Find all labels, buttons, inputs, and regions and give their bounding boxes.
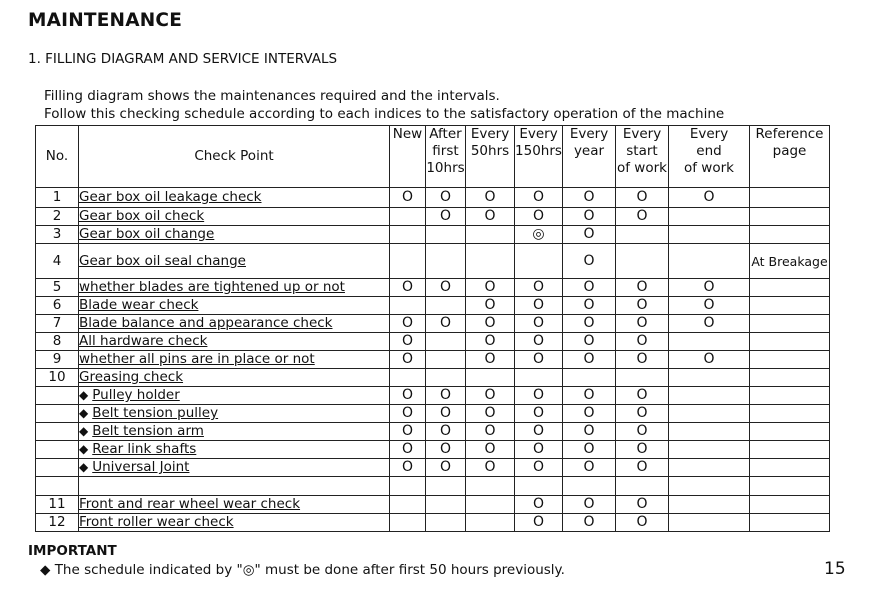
table-row (36, 514, 830, 532)
check-point-cell (79, 333, 390, 351)
check-point-cell (79, 297, 390, 315)
mark-every-50hrs: O (466, 188, 515, 208)
mark-every-year: O (563, 297, 616, 315)
maintenance-schedule-table (35, 125, 830, 532)
mark-every-year: O (563, 315, 616, 333)
mark-every-150hrs: O (515, 387, 563, 405)
mark-after-first-10hrs (426, 333, 466, 351)
intro-text (44, 87, 724, 123)
reference-page-cell (750, 369, 830, 387)
check-point-label: Belt tension arm (92, 423, 204, 439)
important-note-text: The schedule indicated by "◎" must be done after first 50 hours previously. (54, 562, 565, 578)
mark-new: O (390, 279, 426, 297)
mark-every-year: O (563, 279, 616, 297)
mark-every-50hrs: O (466, 208, 515, 226)
mark-every-start (616, 244, 669, 279)
reference-page-cell (750, 496, 830, 514)
mark-every-end (669, 441, 750, 459)
check-point-cell (79, 405, 390, 423)
reference-page-cell (750, 188, 830, 208)
mark-every-year: O (563, 244, 616, 279)
important-note (40, 562, 565, 578)
check-point-label: All hardware check (79, 333, 208, 349)
diamond-bullet-icon: ◆ (79, 442, 89, 456)
mark-every-50hrs (466, 477, 515, 496)
table-row (36, 297, 830, 315)
mark-every-end (669, 369, 750, 387)
check-point-label: Gear box oil change (79, 226, 215, 242)
check-point-label: whether blades are tightened up or not (79, 279, 345, 295)
header-check-point: Check Point (79, 126, 390, 188)
check-point-label: Universal Joint (92, 459, 190, 475)
mark-every-150hrs (515, 477, 563, 496)
row-number: 9 (36, 351, 79, 369)
mark-after-first-10hrs (426, 496, 466, 514)
mark-every-end: O (669, 351, 750, 369)
mark-every-50hrs: O (466, 387, 515, 405)
mark-after-first-10hrs (426, 226, 466, 244)
mark-every-start: O (616, 279, 669, 297)
mark-every-year: O (563, 226, 616, 244)
check-point-label: Belt tension pulley (92, 405, 219, 421)
row-number: 2 (36, 208, 79, 226)
row-number: 4 (36, 244, 79, 279)
mark-after-first-10hrs: O (426, 188, 466, 208)
check-point-label: Rear link shafts (92, 441, 197, 457)
mark-every-end (669, 459, 750, 477)
mark-every-end: O (669, 315, 750, 333)
mark-after-first-10hrs (426, 514, 466, 532)
mark-every-end: O (669, 279, 750, 297)
mark-every-150hrs: O (515, 405, 563, 423)
mark-every-start: O (616, 459, 669, 477)
mark-every-150hrs: O (515, 333, 563, 351)
mark-every-50hrs (466, 514, 515, 532)
mark-every-year: O (563, 496, 616, 514)
mark-new (390, 477, 426, 496)
table-row (36, 477, 830, 496)
table-row (36, 244, 830, 279)
check-point-cell (79, 496, 390, 514)
mark-every-end (669, 244, 750, 279)
reference-page-cell: At Breakage (750, 244, 830, 279)
table-row (36, 208, 830, 226)
mark-every-start: O (616, 351, 669, 369)
mark-every-150hrs: O (515, 279, 563, 297)
header-every-end-of-work: Every end of work (669, 126, 750, 188)
mark-new: O (390, 423, 426, 441)
mark-every-start: O (616, 387, 669, 405)
header-every-150hrs: Every 150hrs (515, 126, 563, 188)
row-number (36, 405, 79, 423)
check-point-cell (79, 369, 390, 387)
mark-every-150hrs (515, 369, 563, 387)
mark-after-first-10hrs: O (426, 387, 466, 405)
mark-after-first-10hrs: O (426, 279, 466, 297)
reference-page-cell (750, 297, 830, 315)
row-number (36, 387, 79, 405)
check-point-label: Gear box oil seal change (79, 252, 246, 269)
page-number: 15 (824, 559, 846, 579)
header-every-year: Every year (563, 126, 616, 188)
row-number: 1 (36, 188, 79, 208)
check-point-cell (79, 315, 390, 333)
mark-every-start (616, 226, 669, 244)
reference-page-cell (750, 441, 830, 459)
mark-every-start: O (616, 423, 669, 441)
check-point-cell (79, 226, 390, 244)
header-every-50hrs: Every 50hrs (466, 126, 515, 188)
mark-every-start: O (616, 405, 669, 423)
reference-page-cell (750, 208, 830, 226)
mark-every-150hrs: O (515, 351, 563, 369)
check-point-label: Gear box oil check (79, 208, 205, 224)
mark-new: O (390, 315, 426, 333)
mark-every-50hrs: O (466, 297, 515, 315)
mark-new: O (390, 351, 426, 369)
mark-every-150hrs: O (515, 208, 563, 226)
mark-after-first-10hrs: O (426, 405, 466, 423)
mark-every-end (669, 387, 750, 405)
row-number: 8 (36, 333, 79, 351)
check-point-label: Front roller wear check (79, 514, 234, 530)
mark-every-150hrs: O (515, 459, 563, 477)
mark-after-first-10hrs: O (426, 459, 466, 477)
mark-every-150hrs: O (515, 496, 563, 514)
mark-every-end (669, 496, 750, 514)
check-point-cell (79, 423, 390, 441)
mark-new (390, 226, 426, 244)
row-number: 6 (36, 297, 79, 315)
reference-page-cell (750, 514, 830, 532)
row-number (36, 477, 79, 496)
mark-every-year: O (563, 387, 616, 405)
mark-every-start: O (616, 188, 669, 208)
header-no: No. (36, 126, 79, 188)
mark-every-end: O (669, 188, 750, 208)
table-row (36, 369, 830, 387)
reference-page-cell (750, 405, 830, 423)
reference-page-cell (750, 333, 830, 351)
mark-after-first-10hrs (426, 244, 466, 279)
reference-page-cell (750, 226, 830, 244)
mark-every-end (669, 405, 750, 423)
check-point-cell (79, 514, 390, 532)
intro-line-2: Follow this checking schedule according to each indices to the satisfactory operation of the machine (44, 106, 725, 122)
mark-every-150hrs (515, 244, 563, 279)
mark-after-first-10hrs (426, 369, 466, 387)
mark-every-start: O (616, 514, 669, 532)
important-heading: IMPORTANT (28, 543, 117, 559)
row-number: 12 (36, 514, 79, 532)
mark-every-150hrs: O (515, 514, 563, 532)
mark-every-year: O (563, 405, 616, 423)
mark-every-year (563, 369, 616, 387)
mark-every-start: O (616, 441, 669, 459)
check-point-cell (79, 477, 390, 496)
diamond-bullet-icon: ◆ (79, 460, 89, 474)
mark-every-start (616, 477, 669, 496)
mark-every-year (563, 477, 616, 496)
check-point-cell (79, 441, 390, 459)
reference-page-cell (750, 459, 830, 477)
mark-every-year: O (563, 351, 616, 369)
table-row (36, 188, 830, 208)
mark-new (390, 496, 426, 514)
mark-every-end (669, 514, 750, 532)
mark-every-150hrs: O (515, 297, 563, 315)
mark-every-end (669, 423, 750, 441)
reference-page-cell (750, 351, 830, 369)
diamond-bullet-icon: ◆ (79, 388, 89, 402)
mark-after-first-10hrs: O (426, 441, 466, 459)
mark-every-start: O (616, 315, 669, 333)
mark-every-50hrs (466, 369, 515, 387)
mark-every-end (669, 226, 750, 244)
reference-page-cell (750, 279, 830, 297)
mark-every-start: O (616, 333, 669, 351)
mark-every-start: O (616, 496, 669, 514)
table-row (36, 387, 830, 405)
mark-every-50hrs: O (466, 441, 515, 459)
mark-every-50hrs: O (466, 333, 515, 351)
table-row (36, 423, 830, 441)
check-point-cell (79, 279, 390, 297)
row-number: 5 (36, 279, 79, 297)
check-point-cell (79, 188, 390, 208)
header-new: New (390, 126, 426, 188)
check-point-cell (79, 387, 390, 405)
check-point-cell (79, 351, 390, 369)
table-row (36, 315, 830, 333)
mark-every-start (616, 369, 669, 387)
mark-every-year: O (563, 514, 616, 532)
table-header-row (36, 126, 830, 188)
mark-new: O (390, 441, 426, 459)
mark-new: O (390, 387, 426, 405)
mark-after-first-10hrs (426, 477, 466, 496)
row-number: 3 (36, 226, 79, 244)
mark-after-first-10hrs: O (426, 315, 466, 333)
mark-new (390, 244, 426, 279)
mark-every-150hrs: O (515, 441, 563, 459)
mark-every-50hrs (466, 496, 515, 514)
mark-every-50hrs: O (466, 459, 515, 477)
mark-new: O (390, 333, 426, 351)
diamond-bullet-icon: ◆ (79, 406, 89, 420)
table-row (36, 351, 830, 369)
page-title: MAINTENANCE (28, 10, 183, 31)
mark-every-50hrs: O (466, 315, 515, 333)
mark-every-start: O (616, 208, 669, 226)
mark-after-first-10hrs (426, 351, 466, 369)
mark-after-first-10hrs: O (426, 208, 466, 226)
header-reference-page: Reference page (750, 126, 830, 188)
check-point-cell (79, 208, 390, 226)
mark-every-50hrs: O (466, 351, 515, 369)
mark-every-150hrs: ◎ (515, 226, 563, 244)
mark-every-year: O (563, 441, 616, 459)
check-point-label: Front and rear wheel wear check (79, 496, 301, 512)
mark-every-year: O (563, 459, 616, 477)
table-row (36, 333, 830, 351)
mark-every-year: O (563, 423, 616, 441)
mark-after-first-10hrs: O (426, 423, 466, 441)
row-number (36, 459, 79, 477)
mark-every-year: O (563, 208, 616, 226)
mark-every-end: O (669, 297, 750, 315)
header-after-first-10hrs: After first 10hrs (426, 126, 466, 188)
check-point-label: Blade balance and appearance check (79, 315, 333, 331)
table-row (36, 496, 830, 514)
mark-every-150hrs: O (515, 423, 563, 441)
mark-every-50hrs: O (466, 405, 515, 423)
check-point-label: Greasing check (79, 369, 184, 385)
diamond-bullet-icon: ◆ (79, 424, 89, 438)
mark-every-50hrs: O (466, 279, 515, 297)
row-number: 11 (36, 496, 79, 514)
reference-page-cell (750, 387, 830, 405)
row-number (36, 441, 79, 459)
check-point-label: Gear box oil leakage check (79, 189, 262, 205)
row-number: 7 (36, 315, 79, 333)
mark-new (390, 208, 426, 226)
mark-new (390, 297, 426, 315)
table-row (36, 226, 830, 244)
mark-every-150hrs: O (515, 188, 563, 208)
mark-every-year: O (563, 188, 616, 208)
mark-new: O (390, 405, 426, 423)
check-point-label: Blade wear check (79, 297, 199, 313)
mark-every-year: O (563, 333, 616, 351)
mark-new (390, 369, 426, 387)
reference-page-cell (750, 477, 830, 496)
check-point-label: whether all pins are in place or not (79, 351, 315, 367)
mark-every-150hrs: O (515, 315, 563, 333)
table-row (36, 279, 830, 297)
intro-line-1: Filling diagram shows the maintenances required and the intervals. (44, 88, 500, 104)
mark-new: O (390, 459, 426, 477)
check-point-cell (79, 244, 390, 279)
mark-every-start: O (616, 297, 669, 315)
mark-every-50hrs: O (466, 423, 515, 441)
diamond-bullet-icon: ◆ (40, 562, 51, 578)
mark-new: O (390, 188, 426, 208)
check-point-label: Pulley holder (92, 387, 180, 403)
header-every-start-of-work: Every start of work (616, 126, 669, 188)
table-row (36, 405, 830, 423)
reference-page-cell (750, 423, 830, 441)
row-number: 10 (36, 369, 79, 387)
mark-every-end (669, 477, 750, 496)
mark-after-first-10hrs (426, 297, 466, 315)
row-number (36, 423, 79, 441)
table-row (36, 441, 830, 459)
check-point-cell (79, 459, 390, 477)
mark-every-50hrs (466, 244, 515, 279)
mark-new (390, 514, 426, 532)
mark-every-50hrs (466, 226, 515, 244)
reference-page-cell (750, 315, 830, 333)
mark-every-end (669, 333, 750, 351)
table-row (36, 459, 830, 477)
table-body (36, 188, 830, 532)
section-heading: 1. FILLING DIAGRAM AND SERVICE INTERVALS (28, 51, 338, 67)
mark-every-end (669, 208, 750, 226)
